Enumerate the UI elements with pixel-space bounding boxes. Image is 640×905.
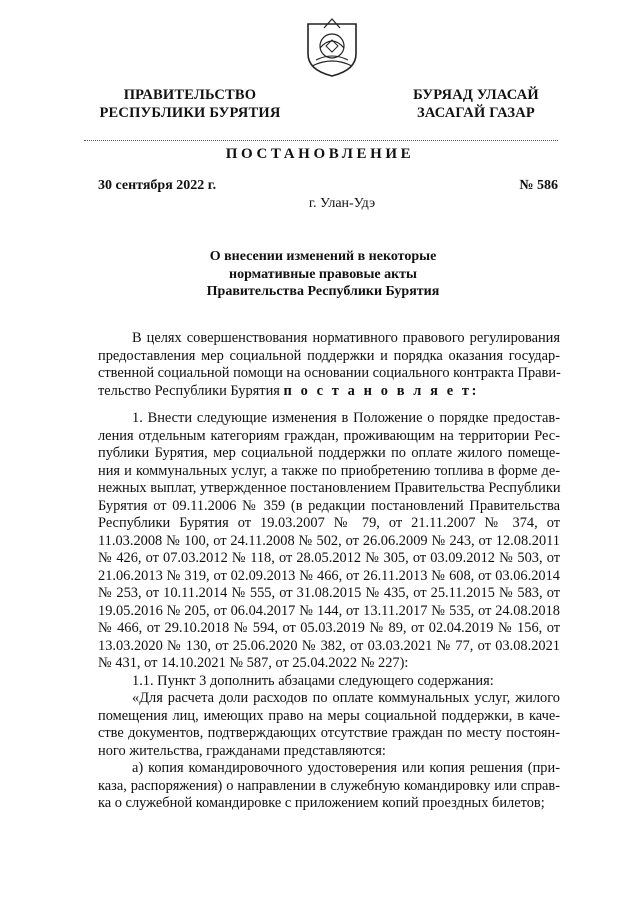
text-line: № 431, от 14.10.2021 № 587, от 25.04.2022 № 227): — [98, 655, 409, 671]
paragraph-subitem-a — [98, 760, 560, 813]
resolves-word: п о с т а н о в л я е т: — [283, 382, 479, 399]
text-line: публики Бурятия, мер социальной поддержки по оплате жилого помеще- — [98, 445, 560, 461]
header-divider — [84, 140, 558, 141]
government-name-ru-line1: ПРАВИТЕЛЬСТВО — [123, 87, 257, 103]
document-number: № 586 — [519, 178, 558, 193]
document-city: г. Улан-Удэ — [308, 196, 376, 211]
text-line: 1. Внести следующие изменения в Положение о порядке предостав- — [132, 410, 560, 426]
text-line: № 466, от 29.10.2018 № 594, от 05.03.2019 № 89, от 02.04.2019 № 156, от — [98, 620, 560, 636]
document-date: 30 сентября 2022 г. — [98, 178, 217, 193]
document-type: ПОСТАНОВЛЕНИЕ — [225, 146, 415, 162]
text-line: № 426, от 07.03.2012 № 118, от 28.05.2012 № 305, от 03.09.2012 № 503, от — [98, 550, 560, 566]
text-line: В целях совершенствования нормативного правового регулирования — [132, 330, 560, 346]
text-line: Бурятия от 09.11.2006 № 359 (в редакции постановлений Правительства — [98, 497, 560, 514]
government-name-bua — [396, 86, 556, 122]
document-body — [98, 330, 560, 813]
title-line2: нормативные правовые акты — [229, 266, 417, 282]
text-line: ления отдельным категориям граждан, проживающим на территории Рес- — [98, 427, 560, 444]
text-line: 21.06.2013 № 319, от 02.09.2013 № 466, от 26.11.2013 № 608, от 03.06.2014 — [98, 567, 560, 584]
document-title — [0, 248, 640, 301]
paragraph-preamble — [98, 330, 560, 400]
government-name-ru — [82, 86, 298, 122]
title-line1: О внесении изменений в некоторые — [209, 249, 437, 264]
text-prefix: тельство Республики Бурятия — [98, 382, 284, 399]
text-line: помещения лиц, имеющих право на меры социальной поддержки, в каче- — [98, 707, 560, 724]
paragraph-item-1 — [98, 410, 560, 673]
text-line: ственной социальной помощи на основании социального контракта Прави- — [98, 365, 561, 381]
text-line: предоставления мер социальной поддержки и порядка оказания государ- — [98, 347, 560, 364]
paragraph-item-1-1 — [98, 673, 560, 691]
text-line: ного жительства, гражданами представляются: — [98, 742, 386, 759]
text-line: ка о служебной командировке с приложением копий проездных билетов; — [98, 795, 545, 811]
text-line: стве документов, подтверждающих отсутствие граждан по месту постоян- — [98, 725, 560, 741]
text-line: Республики Бурятия от 19.03.2007 № 79, от 21.11.2007 № 374, от — [98, 515, 560, 531]
government-name-bua-line2: ЗАСАГАЙ ГАЗАР — [417, 105, 535, 121]
text-line: ния и коммунальных услуг, а также по приобретению топлива в форме де- — [98, 462, 560, 479]
text-line — [98, 383, 560, 401]
text-line: каза, распоряжения) о направлении в служебную командировку или справ- — [98, 777, 560, 794]
text-line: 19.05.2016 № 205, от 06.04.2017 № 144, от 13.11.2017 № 535, от 24.08.2018 — [98, 602, 560, 619]
coat-of-arms-icon — [302, 16, 362, 78]
text-line: 11.03.2008 № 100, от 24.11.2008 № 502, от 26.06.2009 № 243, от 12.08.2011 — [98, 532, 560, 549]
text-line: 1.1. Пункт 3 дополнить абзацами следующего содержания: — [132, 672, 494, 689]
title-line3: Правительства Республики Бурятия — [206, 284, 440, 299]
text-line: № 253, от 10.11.2014 № 555, от 31.08.2015 № 435, от 25.11.2015 № 583, от — [98, 585, 560, 601]
text-line: «Для расчета доли расходов по оплате коммунальных услуг, жилого — [132, 690, 560, 706]
paragraph-quote — [98, 690, 560, 760]
government-name-ru-line2: РЕСПУБЛИКИ БУРЯТИЯ — [99, 105, 281, 121]
text-line: нежных выплат, утвержденное постановлением Правительства Республики — [98, 480, 561, 496]
text-line: 13.03.2020 № 130, от 25.06.2020 № 382, от 03.03.2021 № 77, от 03.08.2021 — [98, 637, 560, 654]
government-name-bua-line1: БУРЯАД УЛАСАЙ — [413, 87, 539, 103]
text-line: а) копия командировочного удостоверения или копия решения (при- — [132, 760, 560, 776]
